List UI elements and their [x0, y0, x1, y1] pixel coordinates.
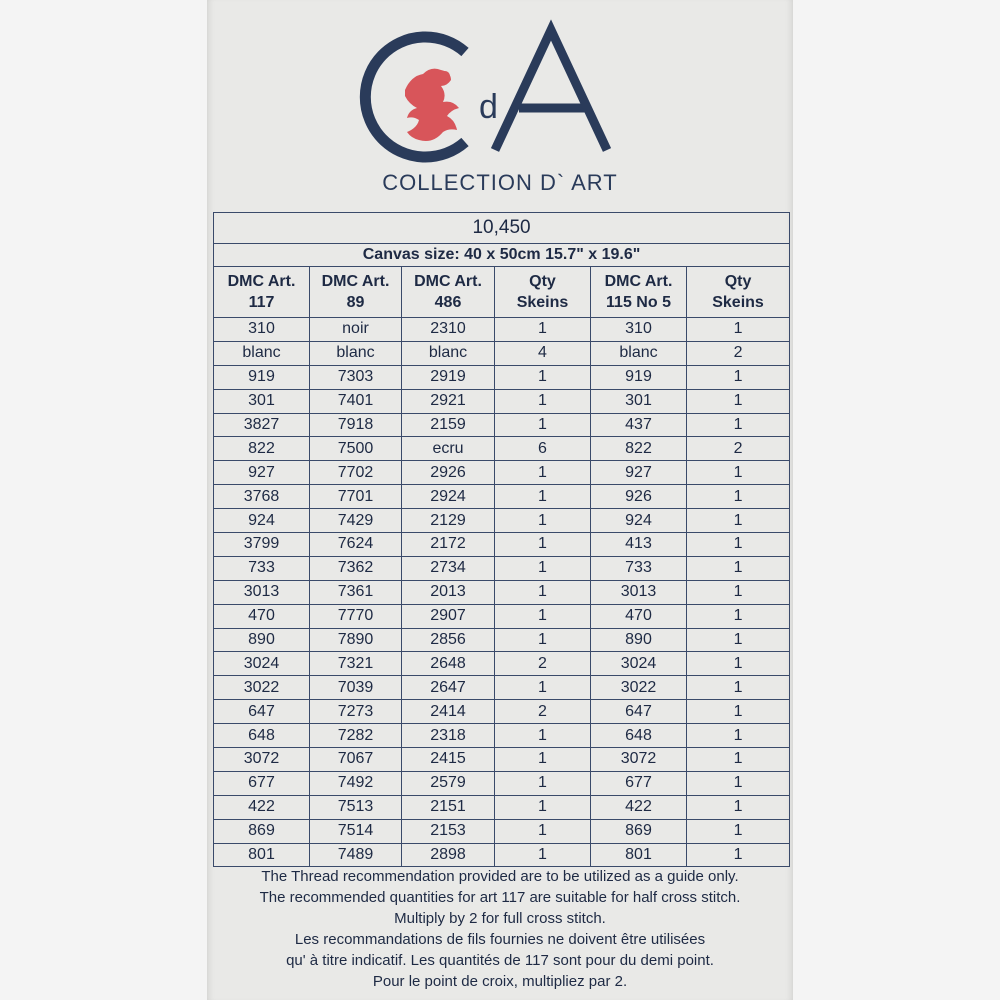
- logo-letter-a: [495, 30, 607, 150]
- heraldic-lion-icon: [405, 69, 459, 141]
- table-cell: 647: [591, 700, 687, 724]
- column-header-line: DMC Art.: [604, 273, 673, 290]
- table-cell: 1: [687, 580, 790, 604]
- table-cell: 1: [687, 843, 790, 867]
- column-header-line: Qty: [529, 273, 556, 290]
- column-header: [687, 267, 790, 318]
- table-cell: 7624: [310, 533, 402, 557]
- table-cell: blanc: [214, 341, 310, 365]
- thread-notes: [207, 866, 793, 992]
- table-cell: 1: [687, 485, 790, 509]
- table-cell: 927: [214, 461, 310, 485]
- table-cell: 7401: [310, 389, 402, 413]
- table-cell: 301: [591, 389, 687, 413]
- table-cell: 2: [495, 652, 591, 676]
- table-cell: 3768: [214, 485, 310, 509]
- table-cell: 822: [591, 437, 687, 461]
- table-cell: 1: [687, 365, 790, 389]
- table-cell: 869: [591, 819, 687, 843]
- table-cell: 801: [214, 843, 310, 867]
- table-cell: 3024: [591, 652, 687, 676]
- table-cell: 2415: [402, 748, 495, 772]
- table-cell: 422: [214, 795, 310, 819]
- column-header-line: DMC Art.: [414, 273, 482, 290]
- table-row: [214, 365, 790, 389]
- table-row: [214, 628, 790, 652]
- table-row: [214, 580, 790, 604]
- table-cell: 301: [214, 389, 310, 413]
- table-cell: 1: [495, 676, 591, 700]
- table-cell: 890: [591, 628, 687, 652]
- table-cell: 1: [495, 748, 591, 772]
- table-cell: 648: [591, 724, 687, 748]
- table-row: [214, 819, 790, 843]
- table-cell: 7702: [310, 461, 402, 485]
- column-header: [310, 267, 402, 318]
- table-row: [214, 748, 790, 772]
- table-row: [214, 676, 790, 700]
- table-cell: 2647: [402, 676, 495, 700]
- table-cell: 1: [495, 509, 591, 533]
- table-cell: 3022: [591, 676, 687, 700]
- table-cell: 890: [214, 628, 310, 652]
- column-header-line: 115 No 5: [606, 294, 671, 311]
- table-row: [214, 485, 790, 509]
- table-cell: 470: [591, 604, 687, 628]
- table-row: [214, 771, 790, 795]
- table-cell: 1: [687, 819, 790, 843]
- table-cell: 1: [495, 819, 591, 843]
- table-cell: 733: [214, 556, 310, 580]
- table-cell: 2907: [402, 604, 495, 628]
- table-cell: 2318: [402, 724, 495, 748]
- table-cell: 1: [495, 485, 591, 509]
- table-cell: 1: [687, 724, 790, 748]
- table-cell: 7890: [310, 628, 402, 652]
- table-cell: 1: [495, 413, 591, 437]
- table-cell: 7361: [310, 580, 402, 604]
- table-cell: 648: [214, 724, 310, 748]
- table-cell: 1: [495, 365, 591, 389]
- table-cell: 1: [495, 389, 591, 413]
- table-cell: 3799: [214, 533, 310, 557]
- table-cell: 1: [687, 652, 790, 676]
- table-cell: 801: [591, 843, 687, 867]
- table-row: [214, 556, 790, 580]
- table-cell: 1: [495, 771, 591, 795]
- table-cell: 677: [591, 771, 687, 795]
- table-cell: 1: [495, 724, 591, 748]
- table-row: [214, 843, 790, 867]
- table-cell: 1: [687, 748, 790, 772]
- article-number-row: [214, 213, 790, 244]
- table-row: [214, 509, 790, 533]
- table-cell: 3072: [591, 748, 687, 772]
- table-cell: 2172: [402, 533, 495, 557]
- table-cell: 3022: [214, 676, 310, 700]
- table-cell: 924: [591, 509, 687, 533]
- note-line: The Thread recommendation provided are to be utilized as a guide only.: [261, 868, 739, 885]
- table-cell: 7770: [310, 604, 402, 628]
- table-cell: 822: [214, 437, 310, 461]
- table-cell: 7282: [310, 724, 402, 748]
- table-cell: 3013: [591, 580, 687, 604]
- table-cell: 1: [495, 580, 591, 604]
- canvas-size-row: [214, 244, 790, 267]
- table-cell: 2151: [402, 795, 495, 819]
- table-cell: 2919: [402, 365, 495, 389]
- thread-table: [213, 212, 790, 867]
- table-cell: blanc: [402, 341, 495, 365]
- table-cell: 1: [687, 318, 790, 342]
- table-cell: 647: [214, 700, 310, 724]
- table-cell: 2648: [402, 652, 495, 676]
- table-cell: 1: [687, 700, 790, 724]
- table-cell: 470: [214, 604, 310, 628]
- table-cell: 926: [591, 485, 687, 509]
- table-cell: 1: [495, 318, 591, 342]
- table-cell: 7321: [310, 652, 402, 676]
- table-cell: 927: [591, 461, 687, 485]
- table-cell: noir: [310, 318, 402, 342]
- table-cell: 2734: [402, 556, 495, 580]
- note-line: Multiply by 2 for full cross stitch.: [394, 910, 606, 927]
- column-header-line: Skeins: [516, 294, 569, 311]
- table-cell: 1: [495, 843, 591, 867]
- table-cell: 437: [591, 413, 687, 437]
- column-header: [402, 267, 495, 318]
- table-row: [214, 437, 790, 461]
- table-cell: 2129: [402, 509, 495, 533]
- note-line: qu' à titre indicatif. Les quantités de 117 sont pour du demi point.: [286, 952, 714, 969]
- table-cell: 1: [687, 771, 790, 795]
- column-header-line: Skeins: [712, 294, 764, 311]
- table-cell: 2013: [402, 580, 495, 604]
- table-cell: 422: [591, 795, 687, 819]
- table-cell: 1: [687, 604, 790, 628]
- column-header-line: 117: [248, 294, 275, 311]
- note-line: The recommended quantities for art 117 are suitable for half cross stitch.: [259, 889, 741, 906]
- table-cell: 7039: [310, 676, 402, 700]
- table-row: [214, 700, 790, 724]
- table-row: [214, 533, 790, 557]
- table-cell: 1: [495, 604, 591, 628]
- table-cell: 1: [495, 461, 591, 485]
- table-cell: 7489: [310, 843, 402, 867]
- table-cell: 1: [687, 389, 790, 413]
- article-number: 10,450: [214, 213, 790, 244]
- table-cell: 2414: [402, 700, 495, 724]
- table-cell: 1: [495, 795, 591, 819]
- table-cell: 7513: [310, 795, 402, 819]
- table-row: [214, 461, 790, 485]
- table-cell: 1: [687, 676, 790, 700]
- table-cell: 3827: [214, 413, 310, 437]
- table-cell: 7514: [310, 819, 402, 843]
- table-row: [214, 604, 790, 628]
- table-cell: 2: [687, 437, 790, 461]
- table-cell: 2856: [402, 628, 495, 652]
- table-row: [214, 341, 790, 365]
- table-cell: 1: [687, 509, 790, 533]
- table-cell: 310: [591, 318, 687, 342]
- table-cell: 2310: [402, 318, 495, 342]
- table-cell: 2926: [402, 461, 495, 485]
- table-cell: 7500: [310, 437, 402, 461]
- table-cell: 1: [495, 533, 591, 557]
- table-cell: 2: [687, 341, 790, 365]
- table-cell: 924: [214, 509, 310, 533]
- table-cell: 7067: [310, 748, 402, 772]
- note-line: Pour le point de croix, multipliez par 2.: [372, 973, 628, 990]
- table-cell: 2159: [402, 413, 495, 437]
- table-cell: 1: [687, 628, 790, 652]
- table-cell: 7429: [310, 509, 402, 533]
- table-cell: 1: [687, 413, 790, 437]
- table-cell: 413: [591, 533, 687, 557]
- table-cell: 3013: [214, 580, 310, 604]
- table-cell: ecru: [402, 437, 495, 461]
- table-cell: blanc: [310, 341, 402, 365]
- table-cell: 7918: [310, 413, 402, 437]
- table-cell: 7273: [310, 700, 402, 724]
- column-header-line: 89: [346, 294, 365, 311]
- table-cell: 1: [687, 533, 790, 557]
- table-cell: 7492: [310, 771, 402, 795]
- table-cell: 7701: [310, 485, 402, 509]
- table-cell: 869: [214, 819, 310, 843]
- table-cell: 3072: [214, 748, 310, 772]
- note-line: Les recommandations de fils fournies ne doivent être utilisées: [294, 931, 706, 948]
- table-cell: 7362: [310, 556, 402, 580]
- column-header-line: Qty: [724, 273, 752, 290]
- column-header: [214, 267, 310, 318]
- table-cell: 1: [687, 461, 790, 485]
- table-cell: 1: [495, 628, 591, 652]
- table-cell: 1: [687, 556, 790, 580]
- table-cell: 677: [214, 771, 310, 795]
- table-cell: 1: [495, 556, 591, 580]
- table-cell: blanc: [591, 341, 687, 365]
- table-cell: 919: [214, 365, 310, 389]
- column-header-line: DMC Art.: [321, 273, 390, 290]
- table-cell: 310: [214, 318, 310, 342]
- table-row: [214, 389, 790, 413]
- canvas-size: Canvas size: 40 x 50cm 15.7" x 19.6": [214, 244, 790, 267]
- table-row: [214, 318, 790, 342]
- table-cell: 2: [495, 700, 591, 724]
- logo-letter-d: d: [479, 88, 498, 126]
- column-header: [495, 267, 591, 318]
- brand-name: COLLECTION D` ART: [382, 170, 618, 195]
- table-cell: 2921: [402, 389, 495, 413]
- table-cell: 4: [495, 341, 591, 365]
- table-cell: 733: [591, 556, 687, 580]
- table-cell: 2924: [402, 485, 495, 509]
- table-row: [214, 652, 790, 676]
- table-row: [214, 795, 790, 819]
- table-cell: 6: [495, 437, 591, 461]
- column-header-line: 486: [434, 294, 462, 311]
- table-row: [214, 724, 790, 748]
- table-cell: 2579: [402, 771, 495, 795]
- table-cell: 3024: [214, 652, 310, 676]
- column-header-row: [214, 267, 790, 318]
- table-cell: 919: [591, 365, 687, 389]
- table-cell: 2153: [402, 819, 495, 843]
- column-header-line: DMC Art.: [227, 273, 296, 290]
- table-cell: 7303: [310, 365, 402, 389]
- table-row: [214, 413, 790, 437]
- column-header: [591, 267, 687, 318]
- table-cell: 2898: [402, 843, 495, 867]
- table-cell: 1: [687, 795, 790, 819]
